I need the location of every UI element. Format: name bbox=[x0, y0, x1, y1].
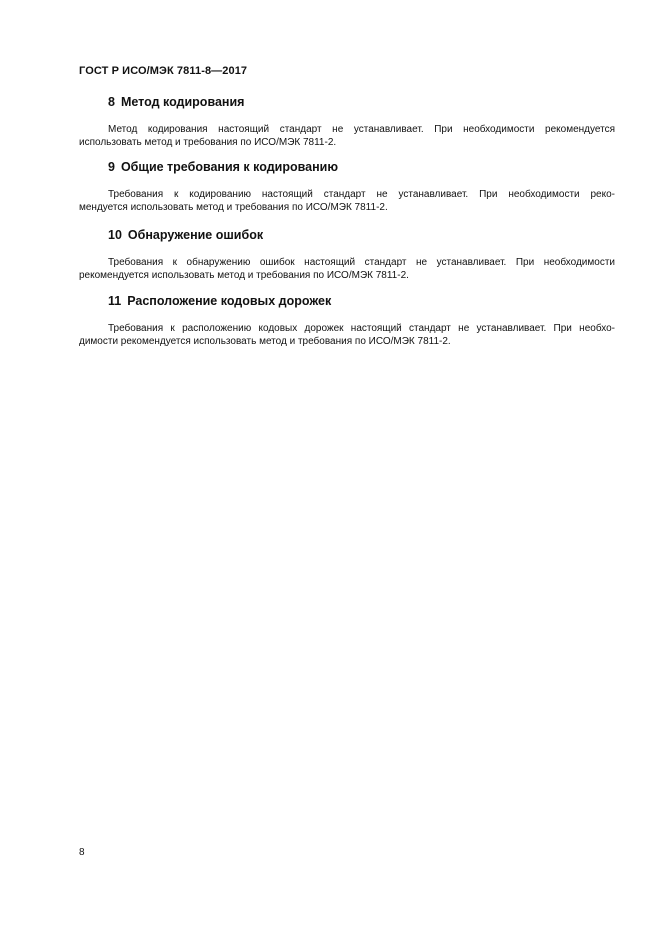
section-10 bbox=[79, 228, 615, 282]
paragraph-line: использовать метод и требования по ИСО/МЭК 7811-2. bbox=[79, 137, 337, 148]
section-8 bbox=[79, 95, 615, 149]
section-number: 11 bbox=[108, 294, 122, 308]
page-number: 8 bbox=[79, 847, 85, 858]
section-paragraph bbox=[79, 256, 615, 282]
section-heading bbox=[79, 294, 615, 308]
section-9 bbox=[79, 160, 615, 214]
section-number: 9 bbox=[108, 160, 115, 174]
section-paragraph bbox=[79, 322, 615, 348]
section-heading bbox=[79, 228, 615, 242]
section-heading bbox=[79, 160, 615, 174]
section-paragraph bbox=[79, 123, 615, 149]
paragraph-line: Требования к обнаружению ошибок настоящий стандарт не устанавливает. При необходимости bbox=[108, 257, 615, 268]
paragraph-line: рекомендуется использовать метод и требования по ИСО/МЭК 7811-2. bbox=[79, 270, 409, 281]
section-title: Общие требования к кодированию bbox=[120, 160, 338, 174]
paragraph-line: Требования к кодированию настоящий стандарт не устанавливает. При необходимости реко- bbox=[108, 189, 615, 200]
section-title: Расположение кодовых дорожек bbox=[127, 294, 332, 308]
section-11 bbox=[79, 294, 615, 348]
section-title: Обнаружение ошибок bbox=[127, 228, 264, 242]
section-title: Метод кодирования bbox=[120, 95, 245, 109]
section-paragraph bbox=[79, 188, 615, 214]
paragraph-line: Требования к расположению кодовых дорожек настоящий стандарт не устанавливает. При необхо- bbox=[108, 323, 615, 334]
paragraph-line: димости рекомендуется использовать метод и требования по ИСО/МЭК 7811-2. bbox=[79, 336, 451, 347]
section-number: 8 bbox=[108, 95, 115, 109]
paragraph-line: Метод кодирования настоящий стандарт не устанавливает. При необходимости рекомендуется bbox=[108, 124, 615, 135]
section-heading bbox=[79, 95, 615, 109]
section-number: 10 bbox=[108, 228, 122, 242]
paragraph-line: мендуется использовать метод и требования по ИСО/МЭК 7811-2. bbox=[79, 202, 388, 213]
document-header: ГОСТ Р ИСО/МЭК 7811-8—2017 bbox=[79, 65, 248, 77]
